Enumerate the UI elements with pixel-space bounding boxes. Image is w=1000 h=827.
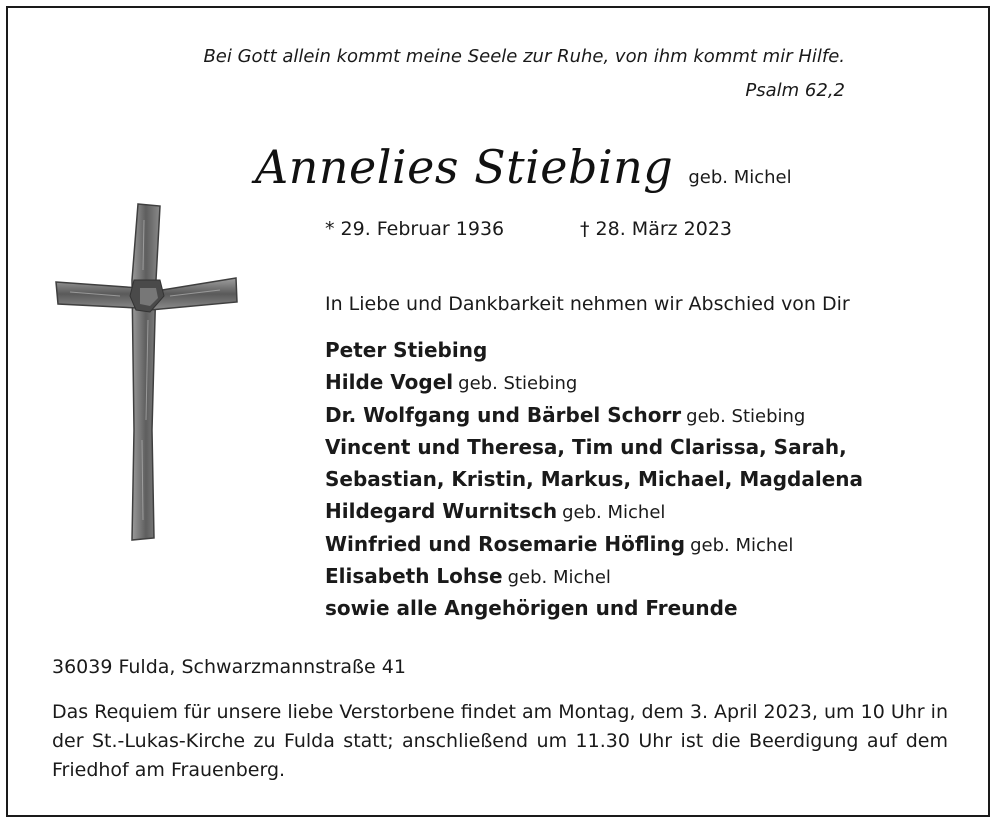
motto-quote: Bei Gott allein kommt meine Seele zur Ruhe, von ihm kommt mir Hilfe. [203, 46, 845, 67]
mourner-name: Hildegard Wurnitsch [325, 499, 558, 524]
list-item [325, 528, 868, 560]
birth-date: * 29. Februar 1936 [325, 218, 505, 240]
mourners-list [325, 334, 868, 625]
deceased-heading [255, 140, 792, 194]
mourner-maiden: geb. Stiebing [458, 373, 578, 395]
deceased-name: Annelies Stiebing [255, 140, 674, 194]
mourner-name: Elisabeth Lohse [325, 564, 503, 589]
list-item [325, 463, 868, 495]
list-item [325, 495, 868, 527]
mourner-name: Sebastian, Kristin, Markus, Michael, Magdalena [325, 467, 864, 492]
list-item [325, 334, 868, 366]
cross-icon [50, 200, 240, 545]
list-item [325, 592, 868, 624]
mourner-maiden: geb. Michel [690, 534, 794, 556]
mourner-name: Vincent und Theresa, Tim und Clarissa, Sarah, [325, 434, 847, 459]
mourner-name: sowie alle Angehörigen und Freunde [325, 596, 738, 621]
mourner-maiden: geb. Stiebing [686, 405, 806, 427]
family-address: 36039 Fulda, Schwarzmannstraße 41 [52, 656, 406, 678]
mourner-name: Hilde Vogel [325, 370, 454, 395]
list-item [325, 399, 868, 431]
mourner-name: Winfried und Rosemarie Höfling [325, 531, 686, 556]
deceased-maiden-name: geb. Michel [688, 167, 792, 188]
farewell-intro: In Liebe und Dankbarkeit nehmen wir Abschied von Dir [325, 293, 850, 315]
mourner-name: Dr. Wolfgang und Bärbel Schorr [325, 402, 682, 427]
mourner-name: Peter Stiebing [325, 338, 488, 362]
death-date: † 28. März 2023 [580, 218, 733, 240]
mourner-maiden: geb. Michel [507, 567, 611, 589]
mourner-maiden: geb. Michel [562, 502, 666, 524]
list-item [325, 366, 868, 398]
requiem-details: Das Requiem für unsere liebe Verstorbene findet am Montag, dem 3. April 2023, um 10 Uhr in der St.-Lukas-Kirche zu Fulda statt; anschließend um 11.30 Uhr ist die Beerdigung auf dem Friedhof am Frauenberg. [52, 701, 948, 781]
motto-source: Psalm 62,2 [745, 80, 845, 101]
list-item [325, 431, 868, 463]
list-item [325, 560, 868, 592]
